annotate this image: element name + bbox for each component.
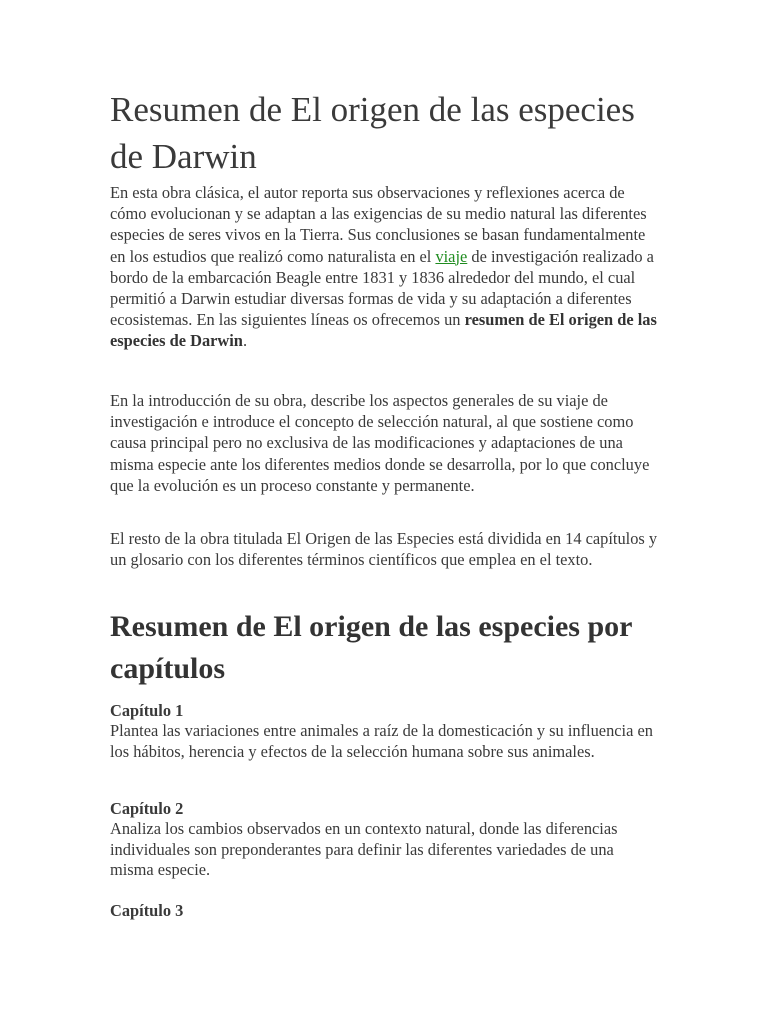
intro-text-end: . [242,331,248,351]
chapter-title: Capítulo 2 [110,799,184,818]
structure-paragraph: El resto de la obra titulada El Origen de las Especies está dividida en 14 capítulos y un glosario con los diferentes términos científicos que emplea en el texto. [110,529,658,570]
article-title: Resumen de El origen de las especies de Darwin [110,90,635,176]
intro-bold-text: resumen de El origen de las especies de Darwin [110,310,657,351]
chapter-text: Analiza los cambios observados en un contexto natural, donde las diferencias individuales son preponderantes para definir las diferentes variedades de una misma especie. [110,819,618,880]
chapter-block [110,900,658,921]
introduction-paragraph: En la introducción de su obra, describe los aspectos generales de su viaje de investigación e introduce el concepto de selección natural, al que sostiene como causa principal pero no exclusiva de las modificaciones y adaptaciones de una misma especie ante los diferentes medios donde se desarrolla, por lo que concluye que la evolución es un proceso constante y permanente. [110,391,650,495]
chapter-title: Capítulo 1 [110,701,184,720]
intro-text-middle: de investigación realizado a bordo de la embarcación Beagle entre 1831 y 1836 alrededor del mundo, el cual permitió a Darwin estudiar diversas formas de vida y su adaptación a diferentes ecosistemas. En las siguientes líneas os ofrecemos un [110,246,654,330]
intro-paragraph [110,182,658,352]
intro-text-start: En esta obra clásica, el autor reporta sus observaciones y reflexiones acerca de cómo evolucionan y se adaptan a las exigencias de su medio natural las diferentes especies de seres vivos en la Tierra. Sus conclusiones se basan fundamentalmente en los estudios que realizó como naturalista en el [110,183,647,266]
section-heading: Resumen de El origen de las especies por capítulos [110,610,632,685]
chapter-text: Plantea las variaciones entre animales a raíz de la domesticación y su influencia en los hábitos, herencia y efectos de la selección humana sobre sus animales. [110,721,653,761]
chapter-title: Capítulo 3 [110,901,184,920]
chapter-block [110,700,658,762]
viaje-link[interactable]: viaje [435,246,468,266]
chapter-block [110,798,658,881]
